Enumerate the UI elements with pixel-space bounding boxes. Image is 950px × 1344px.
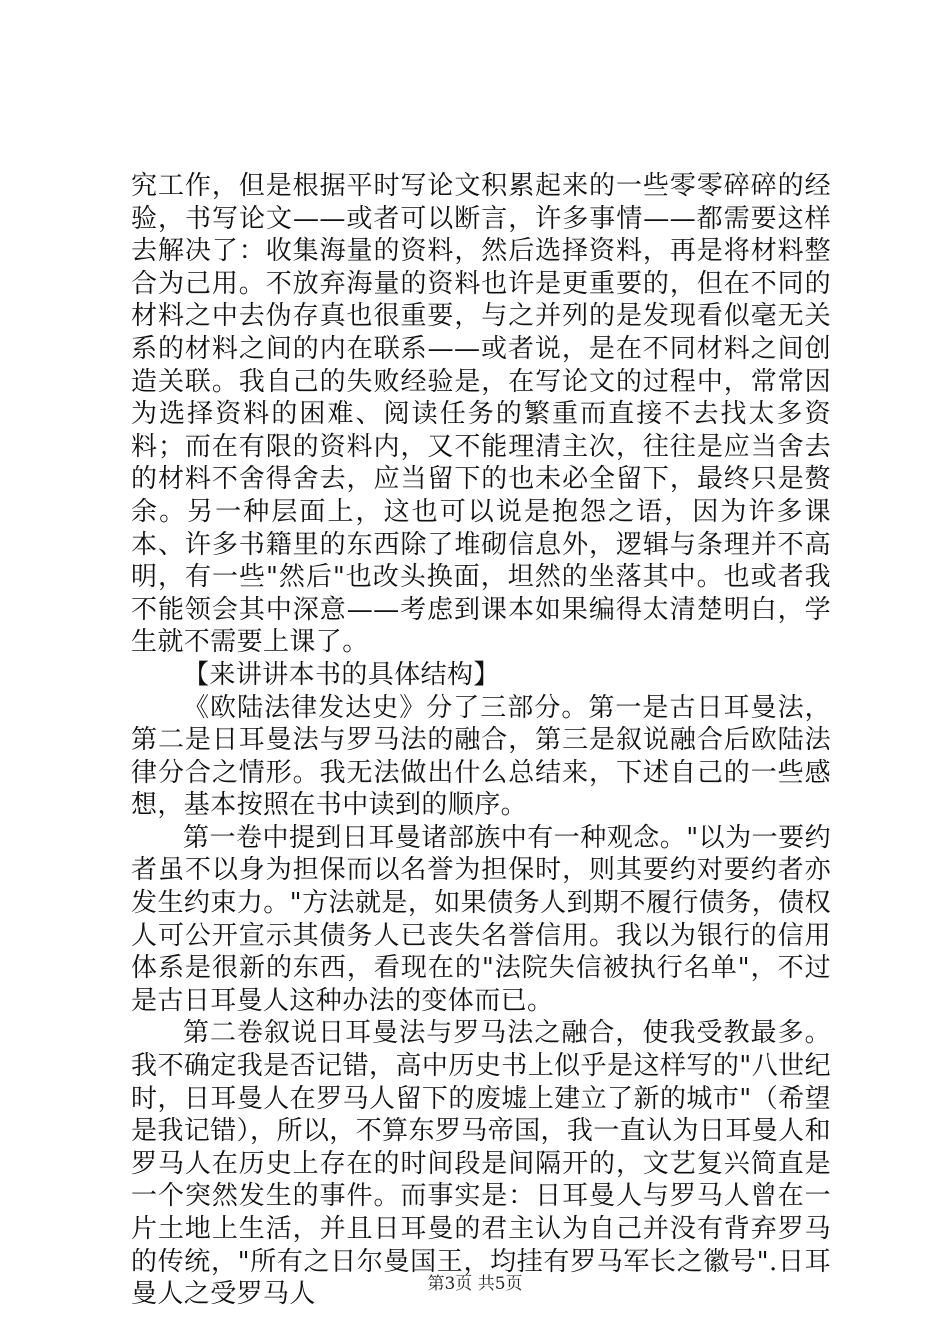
paragraph-volume-two: 第二卷叙说日耳曼法与罗马法之融合，使我受教最多。我不确定我是否记错，高中历史书上似乎是这样写的"八世纪时，日耳曼人在罗马人留下的废墟上建立了新的城市"（希望是我记错），所以，不算东罗马帝国，我一直认为日耳曼人和罗马人在历史上存在的时间段是间隔开的，文艺复兴简直是一个突然发生的事件。而事实是：日耳曼人与罗马人曾在一片土地上生活，并且日耳曼的君主认为自己并没有背弃罗马的传统，"所有之日尔曼国王，均挂有罗马军长之徽号".日耳曼人之受罗马人 bbox=[131, 1018, 831, 1310]
paragraph-volume-one: 第一卷中提到日耳曼诸部族中有一种观念。"以为一要约者虽不以身为担保而以名誉为担保时，则其要约对要约者亦发生约束力。"方法就是，如果债务人到期不履行债务，债权人可公开宣示其债务人已丧失名誉信用。我以为银行的信用体系是很新的东西，看现在的"法院失信被执行名单"，不过是古日耳曼人这种办法的变体而已。 bbox=[131, 822, 831, 1016]
paragraph-continued: 究工作，但是根据平时写论文积累起来的一些零零碎碎的经验，书写论文——或者可以断言，许多事情——都需要这样去解决了：收集海量的资料，然后选择资料，再是将材料整合为己用。不放弃海量的资料也许是更重要的，但在不同的材料之中去伪存真也很重要，与之并列的是发现看似毫无关系的材料之间的内在联系——或者说，是在不同材料之间创造关联。我自己的失败经验是，在写论文的过程中，常常因为选择资料的困难、阅读任务的繁重而直接不去找太多资料；而在有限的资料内，又不能理清主次，往往是应当舍去的材料不舍得舍去，应当留下的也未必全留下，最终只是赘余。另一种层面上，这也可以说是抱怨之语，因为许多课本、许多书籍里的东西除了堆砌信息外，逻辑与条理并不高明，有一些"然后"也改头换面，坦然的坐落其中。也或者我不能领会其中深意——考虑到课本如果编得太清楚明白，学生就不需要上课了。 bbox=[131, 171, 831, 658]
section-heading: 【来讲讲本书的具体结构】 bbox=[183, 659, 500, 690]
body-text bbox=[131, 170, 831, 1311]
page-number-footer: 第3页 共5页 bbox=[427, 1274, 523, 1294]
paragraph-structure: 《欧陆法律发达史》分了三部分。第一是古日耳曼法，第二是日耳曼法与罗马法的融合，第三是叙说融合后欧陆法律分合之情形。我无法做出什么总结来，下述自己的一些感想，基本按照在书中读到的顺序。 bbox=[131, 692, 831, 821]
